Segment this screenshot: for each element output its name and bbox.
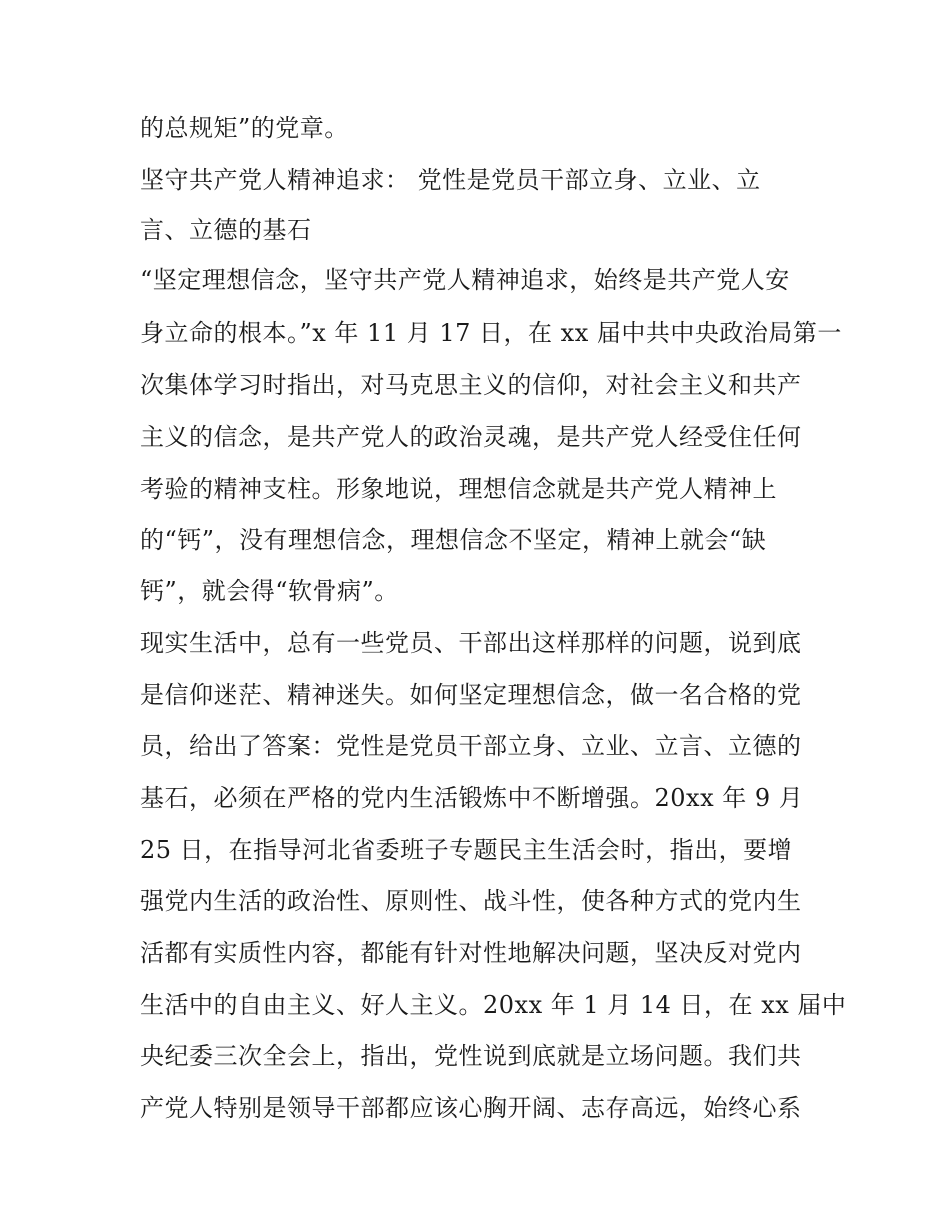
text-line: 次集体学习时指出，对马克思主义的信仰，对社会主义和共产 xyxy=(140,371,802,399)
text-line: 现实生活中，总有一些党员、干部出这样那样的问题，说到底 xyxy=(140,629,802,657)
text-line: 活都有实质性内容，都能有针对性地解决问题，坚决反对党内 xyxy=(140,939,802,967)
text-line: 产党人特别是领导干部都应该心胸开阔、志存高远，始终心系 xyxy=(140,1094,802,1122)
text-line: 身立命的根本。”x 年 11 月 17 日，在 xx 届中共中央政治局第一 xyxy=(140,319,842,347)
text-line: 基石，必须在严格的党内生活锻炼中不断增强。20xx 年 9 月 xyxy=(140,784,804,812)
text-line: 强党内生活的政治性、原则性、战斗性，使各种方式的党内生 xyxy=(140,887,802,915)
text-line: 是信仰迷茫、精神迷失。如何坚定理想信念，做一名合格的党 xyxy=(140,681,802,709)
section-heading-line: 言、立德的基石 xyxy=(140,216,312,244)
text-line: 央纪委三次全会上，指出，党性说到底就是立场问题。我们共 xyxy=(140,1042,802,1070)
text-line: 25 日，在指导河北省委班子专题民主生活会时，指出，要增 xyxy=(140,836,793,864)
text-line: 的“钙”，没有理想信念，理想信念不坚定，精神上就会“缺 xyxy=(140,526,767,554)
section-heading-line: 坚守共产党人精神追求： 党性是党员干部立身、立业、立 xyxy=(140,166,761,194)
text-line: 钙”，就会得“软骨病”。 xyxy=(140,577,399,605)
text-line: 生活中的自由主义、好人主义。20xx 年 1 月 14 日，在 xx 届中 xyxy=(140,991,847,1019)
text-line: 主义的信念，是共产党人的政治灵魂，是共产党人经受住任何 xyxy=(140,423,802,451)
text-line: 考验的精神支柱。形象地说，理想信念就是共产党人精神上 xyxy=(140,475,777,503)
text-line: 的总规矩”的党章。 xyxy=(140,114,349,142)
text-line: “坚定理想信念，坚守共产党人精神追求，始终是共产党人安 xyxy=(140,266,790,294)
text-line: 员，给出了答案：党性是党员干部立身、立业、立言、立德的 xyxy=(140,732,802,760)
